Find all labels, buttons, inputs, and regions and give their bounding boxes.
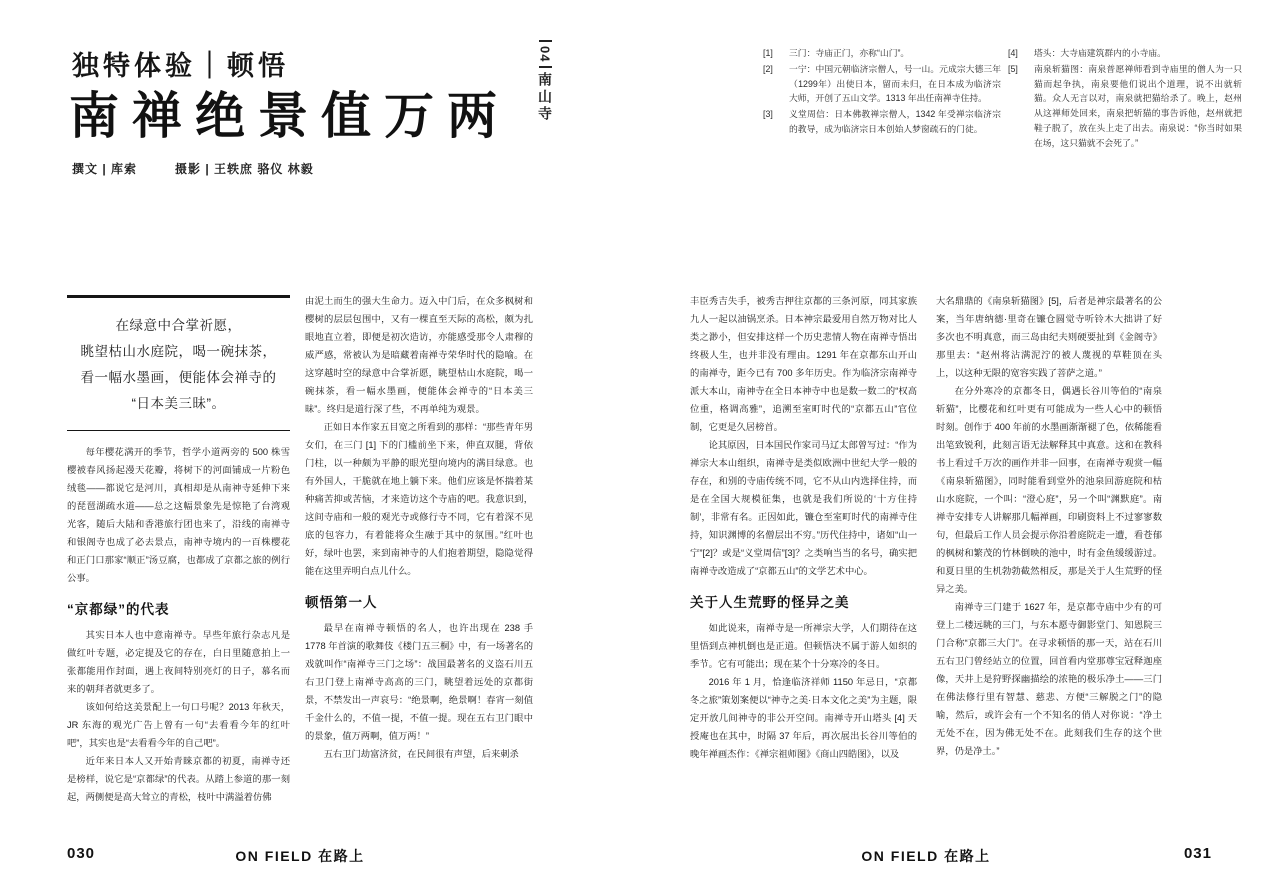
intro-quote-line: “日本美三昧”。	[131, 396, 226, 411]
left-page-column-2	[305, 292, 533, 837]
footnote-number: [2]	[763, 63, 773, 74]
side-tab-rule-bottom	[539, 66, 552, 68]
byline	[72, 160, 314, 177]
footnote-item	[1008, 62, 1242, 151]
byline-writer: 撰文 | 库索	[72, 162, 138, 176]
body-paragraph: 五右卫门劫富济贫，在民间很有声望，后来刺杀	[323, 749, 519, 759]
article-title: 南禅绝景值万两	[69, 88, 510, 144]
body-paragraph: 南禅寺三门建于 1627 年，是京都寺庙中少有的可登上二楼远眺的三门，与东本愿寺御影堂门、知恩院三门合称“京都三大门”。在寻求顿悟的那一天，站在石川五右卫门曾经站立的位置，回首看内堂那尊宝冠释迦座像，天井上是狩野探幽描绘的浓艳的极乐净土——三门在佛法修行里有智慧、慈悲、方便“三解脱之门”的隐喻，然后，或许会有一个不知名的俏人对你说：“净土无处不在，因为佛无处不在。此刻我们生存的这个世界，仍是净土。”	[936, 602, 1162, 756]
footnote-item	[763, 107, 1001, 137]
footnote-number: [3]	[763, 109, 773, 120]
footnote-text: 一宁：中国元朝临济宗僧人，号一山。元成宗大德三年（1299年）出使日本，留而未归，在日本成为临济宗大师，开创了五山文学。1313 年出任南禅寺住持。	[789, 63, 1001, 104]
page-number-right: 031	[1183, 845, 1212, 862]
body-paragraph: 其实日本人也中意南禅寺。早些年旅行杂志凡是做红叶专题，必定提及它的存在，白日里随意拍上一张都能用作封面，遇上夜间特别亮灯的日子，慕名而来的朝拜者就更多了。	[67, 630, 290, 694]
footnote-number: [4]	[1008, 48, 1018, 58]
footnote-text: 塔头：大寺庙建筑群内的小寺庙。	[1034, 48, 1166, 58]
body-paragraph: 由泥土而生的强大生命力。迈入中门后，在众多枫树和樱树的层层包围中，又有一棵直至天际的高松，颇为扎眼地直立着，即便是初次造访，亦能感受那令人肃穆的威严感，常被认为是暗藏着南禅寺荣华时代的隐喻。在这穿越时空的绿意中合掌祈愿，眺望枯山水庭院，喝一碗抹茶，看一幅水墨画，便能体会禅寺的“日本美三昧”。终归是道行深了些，不再单纯为观景。	[305, 296, 533, 414]
section-heading: 关于人生荒野的怪异之美	[690, 595, 850, 610]
body-paragraph: 每年樱花满开的季节，哲学小道两旁的 500 株雪樱被春风扬起漫天花瓣，将树下的河面铺成一片粉色绒毯——都说它是河川，真相却是从南神寺延伸下来的琵琶湖疏水道——总之这幅景象先是惊艳了台湾观光客，随后大陆和香港旅行团也来了，沿线的南禅寺和银阁寺也成了必去景点，南神寺境内的一百株樱花和正门口那家“顺正”汤豆腐，也都成了京都之旅的例行公事。	[67, 447, 290, 583]
left-column-1-body	[67, 443, 290, 806]
body-paragraph: 丰臣秀吉失手，被秀吉押往京都的三条河原，同其家族九人一起以油锅烹杀。日本神宗最爱用自然万物对比人类之渺小，但安排这样一个历史悲情人物在南禅寺悟出终极人生，也并非没有理由。1291 年在京都东山开山的南禅寺，距今已有 700 多年历史。作为临济宗南禅寺派大本山，南神寺在全日本神寺中也是数一数二的“权高位重，格调高雅”，追溯至室町时代的“京都五山”官位制，它更是久居榜首。	[690, 296, 917, 432]
body-paragraph: 近年来日本人又开始青睐京都的初夏，南禅寺还是榜样，说它是“京都绿”的代表。从踏上参道的那一刻起，两侧便是高大耸立的青松，枝叶中满溢着仿佛	[67, 756, 290, 802]
left-page-column-1	[67, 295, 290, 835]
body-paragraph: 论其原因，日本国民作家司马辽太郎曾写过：“作为禅宗大本山组织，南禅寺是类似欧洲中世纪大学一般的存在，和别的寺庙传统不同，它不从山内选择住持，而是在全国大规模征集，也就是我们所说的‘十方住持制’，非常有名。正因如此，镰仓至室町时代的南禅寺住持，知识渊博的名僧层出不穷。”历代住持中，诸如“山一宁”[2]？或是“义堂周信”[3]？之类响当当的名号，确实把南禅寺改造成了“京都五山”的文学艺术中心。	[690, 440, 917, 576]
body-paragraph: 该如何给这美景配上一句口号呢？2013 年秋天，JR 东海的观光广告上曾有一句“去看看今年的红叶吧”，其实也是“去看看今年的自己吧”。	[67, 702, 290, 748]
footnote-item	[1008, 46, 1242, 61]
intro-quote-line: 在绿意中合掌祈愿，	[115, 318, 242, 333]
intro-quote-line: 看一幅水墨画，便能体会禅寺的	[80, 370, 277, 385]
footnote-text: 三门：寺庙正门，亦称“山门”。	[789, 48, 910, 58]
right-page-column-1	[690, 292, 917, 844]
footnotes-column-2	[1008, 46, 1242, 152]
right-page-column-2	[936, 292, 1162, 844]
section-heading: “京都绿”的代表	[67, 602, 170, 617]
footer-brand-right: ON FIELD 在路上	[861, 848, 991, 864]
byline-photographers: 摄影 | 王轶庶 骆仪 林毅	[175, 162, 314, 176]
chapter-label: 南山寺	[537, 72, 553, 124]
body-paragraph: 2016 年 1 月，恰逢临济祥师 1150 年忌日，“京都冬之旅”策划案便以“神寺之美·日本文化之美”为主题，限定开放几间神寺的非公开空间。南禅寺开山塔头 [4] 天授庵也在其中，时隔 37 年后，再次展出长谷川等伯的晚年禅画杰作：《禅宗祖师图》《商山四皓图》，以及	[690, 677, 917, 759]
page-number-left: 030	[67, 845, 96, 862]
body-paragraph: 在分外寒冷的京都冬日，偶遇长谷川等伯的“南泉斩猫”，比樱花和红叶更有可能成为一些人心中的顿悟时刻。创作于 400 年前的水墨画渐渐褪了色，依稀能看出笔致锐利，此刻言语无法解释其中真意。这和在教科书上看过千万次的画作并非一回事，在南禅寺观赏一幅《南泉斩猫图》，同时能看到堂外的池泉回游庭院和枯山水庭院，一个叫：“澄心庭”，另一个叫“渊默庭”。南禅寺安排专人讲解那几幅禅画，印刷资料上不过寥寥数句，但最后工作人员会提示你沿着庭院走一遭，看苍郁的枫树和繁茂的竹林倒映的池中，时有金鱼缓缓游过。和夏日里的生机勃勃截然相反，那是关于人生荒野的怪异之美。	[936, 386, 1162, 594]
footnote-text: 义堂周信：日本佛教禅宗僧人，1342 年受禅宗临济宗的教导，成为临济宗日本创始人梦窗疏石的门徒。	[789, 109, 1001, 134]
side-tab-rule-top	[539, 40, 552, 42]
footnote-item	[763, 46, 1001, 61]
section-heading: 顿悟第一人	[305, 595, 378, 610]
body-paragraph: 如此说来，南禅寺是一所禅宗大学，人们期待在这里悟到点神机倒也是正道。但顿悟决不属于游人如织的季节。它有可能出；现在某个十分寒冷的冬日。	[690, 623, 917, 669]
footnote-text: 南泉斩猫图：南泉普愿禅师看到寺庙里的僧人为一只猫而起争执，南泉要他们说出个道理，说不出就斩猫。众人无言以对，南泉就把猫给杀了。晚上，赵州从这禅师处回来，南泉把斩猫的事告诉他，赵州就把鞋子脱了，放在头上走了出去。南泉说：“你当时如果在场，这只猫就不会死了。”	[1034, 63, 1242, 148]
footnote-number: [5]	[1008, 63, 1018, 74]
footnote-item	[763, 62, 1001, 106]
body-paragraph: 正如日本作家五目宽之所看到的那样：“那些青年男女们，在三门 [1] 下的门槛前坐下来，伸直双腿，背依门柱，以一种颇为平静的眼光望向境内的满目绿意。也有外国人，干脆就在地上躺下来。他们应该是怀揣着某种痛苦抑或苦恼，才来造访这个寺庙的吧。我意识到，这间寺庙和一般的观光寺或修行寺不同，它有着深不见底的包容力，有着能将众生融于其中的氛围。”红叶也好，绿叶也罢，来到南神寺的人们抱着期望，隐隐觉得能在这里弄明白点儿什么。	[305, 422, 533, 576]
article-kicker: 独特体验｜顿悟	[72, 51, 289, 81]
footer-brand-left: ON FIELD 在路上	[235, 848, 365, 864]
chapter-number: 04	[537, 46, 553, 63]
chapter-side-tab	[536, 40, 554, 123]
footnote-number: [1]	[763, 48, 773, 58]
intro-quote	[67, 295, 290, 431]
body-paragraph: 大名鼎鼎的《南泉斩猫图》[5]，后者是神宗最著名的公案，当年唐纳德·里奇在镰仓圆觉寺听铃木大拙讲了好多次也不明真意，而三岛由纪夫则硬要扯到《金阁寺》那里去：“赵州将沾满泥泞的被人蔑视的草鞋顶在头上，以这种无限的宽容实践了菩萨之道。”	[936, 296, 1162, 378]
body-paragraph: 最早在南禅寺顿悟的名人，也许出现在 238 手 1778 年首演的歌舞伎《楼门五三桐》中，有一场著名的戏就叫作“南禅寺三门之场”：战国最著名的义盗石川五右卫门登上南禅寺高高的三门，眺望着远处的京都街景，不禁发出一声哀号：“绝景啊，绝景啊！春宵一刻值千金什么的，不值一提，不值一提。现在五右卫门眼中的景象，值万两啊，值万两！”	[305, 623, 533, 741]
intro-quote-line: 眺望枯山水庭院，喝一碗抹茶，	[80, 344, 277, 359]
footnotes-column-1	[763, 46, 1001, 138]
